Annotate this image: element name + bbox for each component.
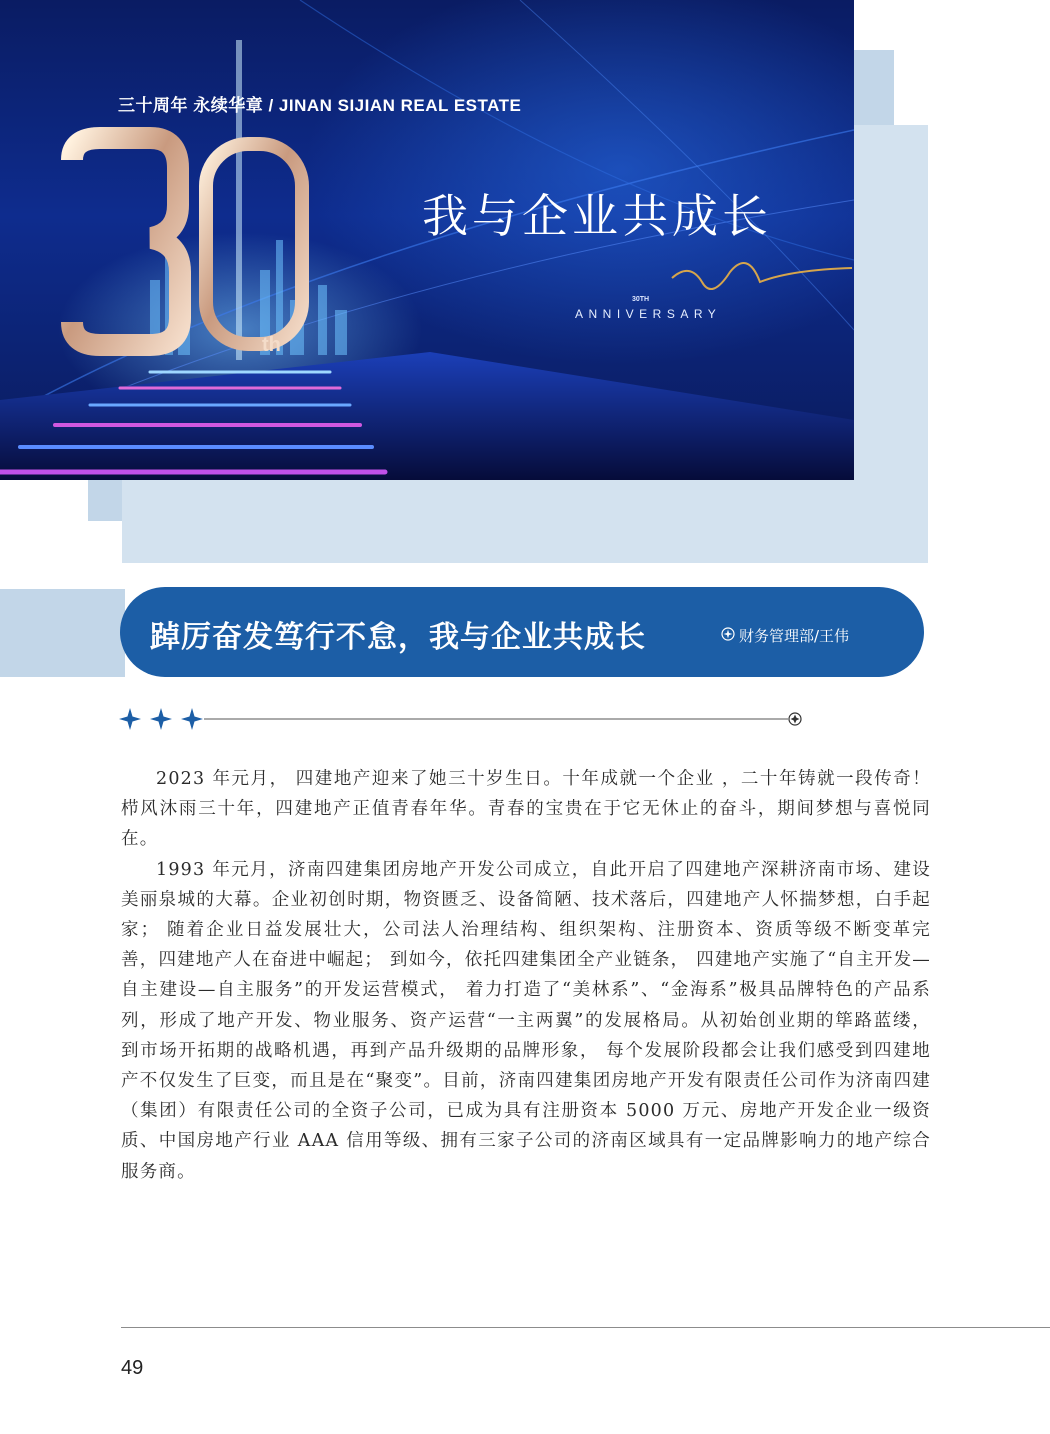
banner-subtitle: 三十周年 永续华章 / JINAN SIJIAN REAL ESTATE xyxy=(118,96,522,115)
emblem-digit-0 xyxy=(206,144,302,344)
diamond-icon xyxy=(789,713,801,725)
hero-banner xyxy=(0,0,854,480)
star-icon xyxy=(150,708,172,730)
banner-title: 我与企业共成长 xyxy=(422,189,772,243)
star-icon xyxy=(181,708,203,730)
section-divider xyxy=(118,706,808,732)
heading-accent-block xyxy=(0,589,125,677)
signature-flourish xyxy=(672,263,852,289)
star-icon xyxy=(119,708,141,730)
footer-rule xyxy=(121,1327,1050,1328)
article-paragraph: 1993 年元月，济南四建集团房地产开发公司成立，自此开启了四建地产深耕济南市场、建设美丽泉城的大幕。企业初创时期，物资匮乏、设备简陋、技术落后，四建地产人怀揣梦想，白手起家； 随着企业日益发展壮大，公司法人治理结构、组织架构、注册资本、资质等级不断变革完善，四建地产人在奋进中崛起； 到如今，依托四建集团全产业链条， 四建地产实施了“自主开发—自主建设—自主服务”的开发运营模式， 着力打造了“美林系”、“金海系”极具品牌特色的产品系列，形成了地产开发、物业服务、资产运营“一主两翼”的发展格局。从初始创业期的筚路蓝缕， 到市场开拓期的战略机遇，再到产品升级期的品牌形象， 每个发展阶段都会让我们感受到四建地产不仅发生了巨变，而且是在“聚变”。目前，济南四建集团房地产开发有限责任公司作为济南四建（集团）有限责任公司的全资子公司，已成为具有注册资本 5000 万元、房地产开发企业一级资质、中国房地产行业 AAA 信用等级、拥有三家子公司的济南区域具有一定品牌影响力的地产综合服务商。 xyxy=(121,859,931,1182)
article-paragraph: 2023 年元月， 四建地产迎来了她三十岁生日。十年成就一个企业 ，二十年铸就一段传奇！ 栉风沐雨三十年，四建地产正值青春年华。青春的宝贵在于它无休止的奋斗，期间梦想与喜悦同在。 xyxy=(121,769,931,850)
author-byline xyxy=(721,625,849,646)
emblem-digit-3 xyxy=(72,138,180,345)
page-number: 49 xyxy=(121,1357,144,1379)
anniversary-small: 30TH xyxy=(632,296,650,303)
author-name: 财务管理部/王伟 xyxy=(739,627,850,645)
sparkle-icon xyxy=(721,627,735,645)
article-body xyxy=(121,764,931,1187)
emblem-suffix: th xyxy=(262,334,281,356)
anniversary-label: ANNIVERSARY xyxy=(575,307,722,321)
article-title: 踔厉奋发笃行不怠，我与企业共成长 xyxy=(150,620,646,655)
